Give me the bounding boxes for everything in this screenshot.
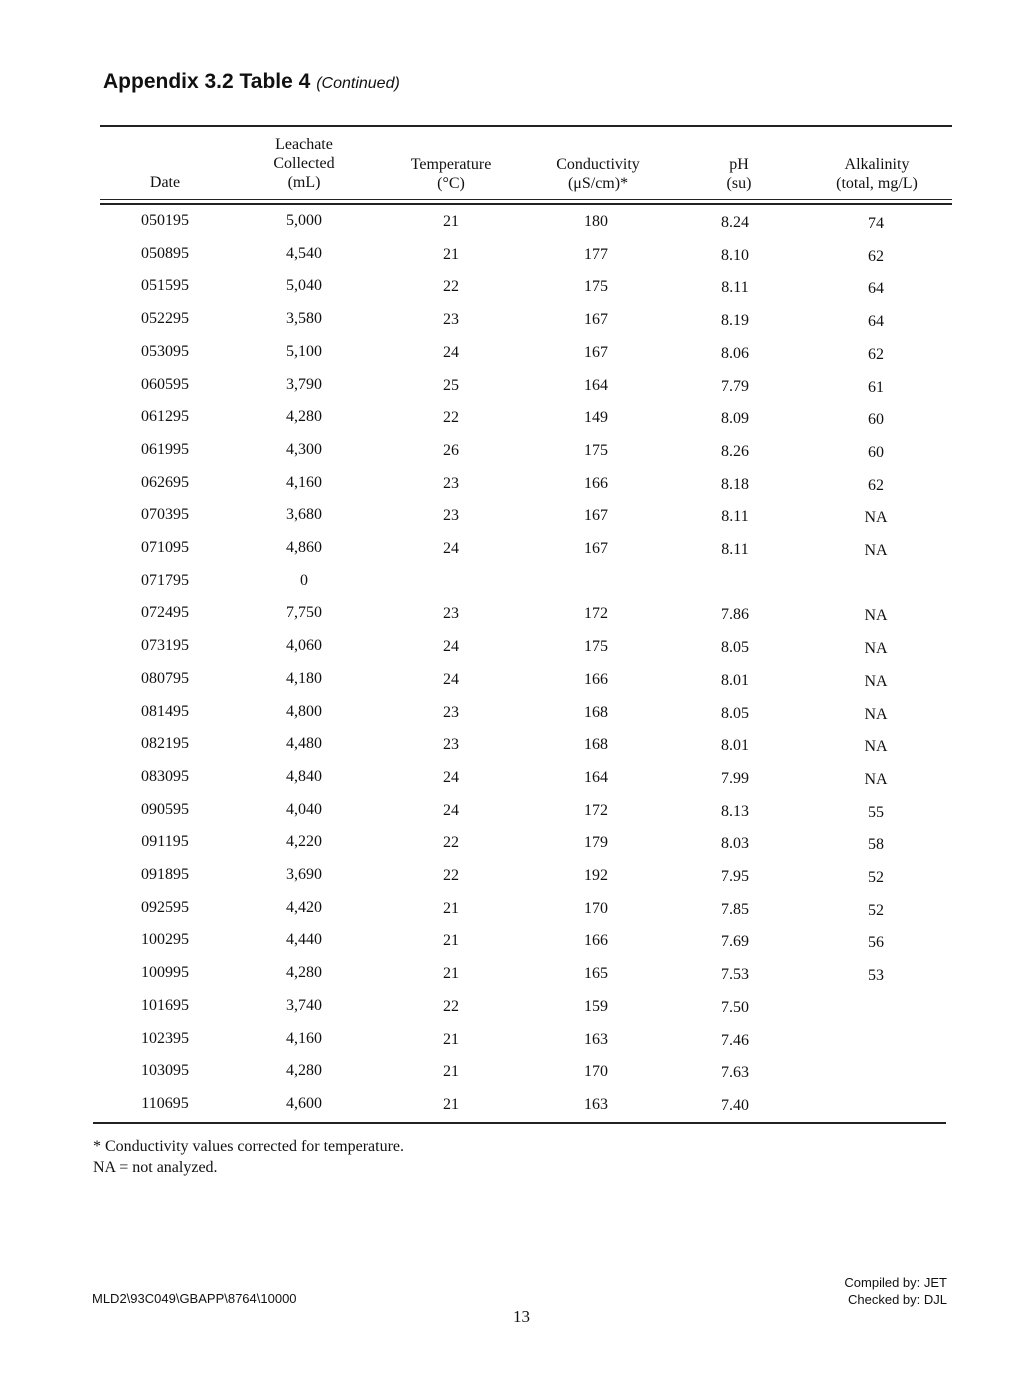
temperature-cell: 23 xyxy=(443,311,459,328)
temperature-cell: 24 xyxy=(443,344,459,361)
header-conductivity-line-1: Conductivity xyxy=(556,156,640,173)
header-temperature xyxy=(411,155,492,193)
leachate-cell: 4,420 xyxy=(286,899,322,916)
date-cell: 061995 xyxy=(141,441,189,458)
leachate-cell: 0 xyxy=(300,572,308,589)
ph-cell: 8.24 xyxy=(721,214,749,231)
temperature-cell: 21 xyxy=(443,1096,459,1113)
title-main: Appendix 3.2 Table 4 xyxy=(103,70,311,93)
date-cell: 101695 xyxy=(141,997,189,1014)
alkalinity-cell: 61 xyxy=(868,379,884,396)
temperature-cell: 23 xyxy=(443,736,459,753)
header-leachate-line-3: (mL) xyxy=(287,174,321,191)
temperature-cell: 22 xyxy=(443,998,459,1015)
temperature-cell: 23 xyxy=(443,704,459,721)
ph-cell: 8.18 xyxy=(721,476,749,493)
temperature-cell: 21 xyxy=(443,932,459,949)
ph-cell: 8.10 xyxy=(721,247,749,264)
date-cell: 052295 xyxy=(141,310,189,327)
conductivity-cell: 170 xyxy=(584,900,608,917)
alkalinity-cell: 62 xyxy=(868,346,884,363)
temperature-cell: 21 xyxy=(443,213,459,230)
header-rule-upper xyxy=(100,199,952,200)
leachate-cell: 4,600 xyxy=(286,1095,322,1112)
header-date: Date xyxy=(149,174,181,191)
header-leachate-line-1: Leachate xyxy=(275,136,333,153)
compiled-by: Compiled by: JET xyxy=(844,1275,947,1290)
document-path: MLD2\93C049\GBAPP\8764\10000 xyxy=(92,1291,297,1306)
header-conductivity-line-2: (μS/cm)* xyxy=(567,175,629,192)
ph-cell: 8.06 xyxy=(721,345,749,362)
ph-cell: 7.46 xyxy=(721,1032,749,1049)
temperature-cell: 23 xyxy=(443,475,459,492)
ph-cell: 7.69 xyxy=(721,933,749,950)
signoff xyxy=(844,1274,947,1308)
alkalinity-cell: NA xyxy=(864,738,888,755)
ph-cell: 7.99 xyxy=(721,770,749,787)
leachate-cell: 4,800 xyxy=(286,703,322,720)
alkalinity-cell: 74 xyxy=(868,215,884,232)
date-cell: 061295 xyxy=(141,408,189,425)
alkalinity-cell: 60 xyxy=(868,411,884,428)
ph-cell: 7.79 xyxy=(721,378,749,395)
header-leachate-line-2: Collected xyxy=(273,155,335,172)
conductivity-cell: 175 xyxy=(584,638,608,655)
leachate-cell: 4,540 xyxy=(286,245,322,262)
temperature-cell: 24 xyxy=(443,802,459,819)
leachate-cell: 5,000 xyxy=(286,212,322,229)
leachate-cell: 4,220 xyxy=(286,833,322,850)
temperature-cell: 23 xyxy=(443,605,459,622)
ph-cell: 8.13 xyxy=(721,803,749,820)
alkalinity-cell: 52 xyxy=(868,869,884,886)
top-rule xyxy=(100,125,952,127)
temperature-cell: 24 xyxy=(443,638,459,655)
leachate-cell: 4,860 xyxy=(286,539,322,556)
ph-cell: 8.05 xyxy=(721,705,749,722)
date-cell: 050895 xyxy=(141,245,189,262)
date-cell: 071795 xyxy=(141,572,189,589)
leachate-cell: 4,280 xyxy=(286,964,322,981)
ph-cell: 7.95 xyxy=(721,868,749,885)
leachate-cell: 4,840 xyxy=(286,768,322,785)
ph-cell: 7.63 xyxy=(721,1064,749,1081)
alkalinity-cell: NA xyxy=(864,509,888,526)
conductivity-cell: 177 xyxy=(584,246,608,263)
ph-cell: 7.86 xyxy=(721,606,749,623)
alkalinity-cell: 64 xyxy=(868,280,884,297)
ph-cell: 8.11 xyxy=(721,279,749,296)
alkalinity-cell: 60 xyxy=(868,444,884,461)
temperature-cell: 26 xyxy=(443,442,459,459)
conductivity-cell: 166 xyxy=(584,671,608,688)
header-ph-line-1: pH xyxy=(729,156,749,173)
ph-cell: 8.19 xyxy=(721,312,749,329)
temperature-cell: 21 xyxy=(443,1063,459,1080)
ph-cell: 7.53 xyxy=(721,966,749,983)
leachate-cell: 4,160 xyxy=(286,474,322,491)
date-cell: 053095 xyxy=(141,343,189,360)
conductivity-cell: 179 xyxy=(584,834,608,851)
date-cell: 082195 xyxy=(141,735,189,752)
conductivity-cell: 163 xyxy=(584,1096,608,1113)
leachate-cell: 4,060 xyxy=(286,637,322,654)
date-cell: 103095 xyxy=(141,1062,189,1079)
conductivity-cell: 166 xyxy=(584,475,608,492)
temperature-cell: 21 xyxy=(443,246,459,263)
footnote-conductivity: * Conductivity values corrected for temperature. xyxy=(93,1138,404,1155)
ph-cell: 7.50 xyxy=(721,999,749,1016)
date-cell: 060595 xyxy=(141,376,189,393)
header-alkalinity-line-2: (total, mg/L) xyxy=(836,175,918,192)
page-number: 13 xyxy=(513,1307,530,1326)
leachate-cell: 3,690 xyxy=(286,866,322,883)
date-cell: 081495 xyxy=(141,703,189,720)
conductivity-cell: 166 xyxy=(584,932,608,949)
date-cell: 051595 xyxy=(141,277,189,294)
temperature-cell: 21 xyxy=(443,900,459,917)
date-cell: 062695 xyxy=(141,474,189,491)
alkalinity-cell: 64 xyxy=(868,313,884,330)
leachate-cell: 4,440 xyxy=(286,931,322,948)
leachate-cell: 4,480 xyxy=(286,735,322,752)
conductivity-cell: 164 xyxy=(584,377,608,394)
conductivity-cell: 192 xyxy=(584,867,608,884)
conductivity-cell: 175 xyxy=(584,278,608,295)
ph-cell: 7.85 xyxy=(721,901,749,918)
conductivity-cell: 168 xyxy=(584,704,608,721)
ph-cell: 8.11 xyxy=(721,508,749,525)
temperature-cell: 25 xyxy=(443,377,459,394)
leachate-cell: 3,790 xyxy=(286,376,322,393)
conductivity-cell: 165 xyxy=(584,965,608,982)
ph-cell: 8.09 xyxy=(721,410,749,427)
temperature-cell: 24 xyxy=(443,540,459,557)
alkalinity-cell: NA xyxy=(864,542,888,559)
ph-cell: 8.03 xyxy=(721,835,749,852)
ph-cell: 8.05 xyxy=(721,639,749,656)
date-cell: 090595 xyxy=(141,801,189,818)
date-cell: 050195 xyxy=(141,212,189,229)
header-ph xyxy=(727,155,752,193)
leachate-cell: 4,180 xyxy=(286,670,322,687)
alkalinity-cell: NA xyxy=(864,607,888,624)
ph-cell: 8.11 xyxy=(721,541,749,558)
header-alkalinity xyxy=(836,155,918,193)
conductivity-cell: 168 xyxy=(584,736,608,753)
conductivity-cell: 172 xyxy=(584,605,608,622)
temperature-cell: 23 xyxy=(443,507,459,524)
leachate-cell: 4,280 xyxy=(286,1062,322,1079)
date-cell: 091895 xyxy=(141,866,189,883)
footnote-na: NA = not analyzed. xyxy=(93,1159,218,1176)
checked-by: Checked by: DJL xyxy=(848,1292,947,1307)
alkalinity-cell: 62 xyxy=(868,248,884,265)
date-cell: 102395 xyxy=(141,1030,189,1047)
conductivity-cell: 167 xyxy=(584,507,608,524)
ph-cell: 7.40 xyxy=(721,1097,749,1114)
date-cell: 100995 xyxy=(141,964,189,981)
alkalinity-cell: 58 xyxy=(868,836,884,853)
header-ph-line-2: (su) xyxy=(726,175,752,192)
conductivity-cell: 167 xyxy=(584,311,608,328)
conductivity-cell: 163 xyxy=(584,1031,608,1048)
leachate-cell: 4,300 xyxy=(286,441,322,458)
temperature-cell: 22 xyxy=(443,409,459,426)
date-cell: 072495 xyxy=(141,604,189,621)
temperature-cell: 22 xyxy=(443,834,459,851)
conductivity-cell: 149 xyxy=(584,409,608,426)
temperature-cell: 22 xyxy=(443,278,459,295)
date-cell: 100295 xyxy=(141,931,189,948)
leachate-cell: 7,750 xyxy=(286,604,322,621)
alkalinity-cell: 52 xyxy=(868,902,884,919)
alkalinity-cell: 62 xyxy=(868,477,884,494)
ph-cell: 8.26 xyxy=(721,443,749,460)
header-leachate xyxy=(273,135,334,192)
date-cell: 092595 xyxy=(141,899,189,916)
conductivity-cell: 170 xyxy=(584,1063,608,1080)
conductivity-cell: 172 xyxy=(584,802,608,819)
date-cell: 091195 xyxy=(141,833,189,850)
temperature-cell: 21 xyxy=(443,965,459,982)
ph-cell: 8.01 xyxy=(721,737,749,754)
leachate-cell: 4,160 xyxy=(286,1030,322,1047)
temperature-cell: 24 xyxy=(443,671,459,688)
conductivity-cell: 175 xyxy=(584,442,608,459)
leachate-cell: 3,580 xyxy=(286,310,322,327)
date-cell: 073195 xyxy=(141,637,189,654)
conductivity-cell: 167 xyxy=(584,344,608,361)
date-cell: 110695 xyxy=(141,1095,189,1112)
header-temperature-line-1: Temperature xyxy=(410,156,492,173)
conductivity-cell: 167 xyxy=(584,540,608,557)
leachate-cell: 5,040 xyxy=(286,277,322,294)
leachate-cell: 4,040 xyxy=(286,801,322,818)
date-cell: 080795 xyxy=(141,670,189,687)
temperature-cell: 24 xyxy=(443,769,459,786)
conductivity-cell: 159 xyxy=(584,998,608,1015)
leachate-cell: 3,680 xyxy=(286,506,322,523)
leachate-cell: 4,280 xyxy=(286,408,322,425)
title-continued: (Continued) xyxy=(316,75,400,92)
table-title xyxy=(103,70,400,94)
date-cell: 070395 xyxy=(141,506,189,523)
ph-cell: 8.01 xyxy=(721,672,749,689)
alkalinity-cell: 53 xyxy=(868,967,884,984)
header-alkalinity-line-1: Alkalinity xyxy=(844,156,910,173)
bottom-rule xyxy=(93,1122,946,1124)
temperature-cell: 22 xyxy=(443,867,459,884)
leachate-cell: 3,740 xyxy=(286,997,322,1014)
date-cell: 071095 xyxy=(141,539,189,556)
conductivity-cell: 180 xyxy=(584,213,608,230)
header-conductivity xyxy=(556,155,640,193)
alkalinity-cell: NA xyxy=(864,771,888,788)
date-cell: 083095 xyxy=(141,768,189,785)
alkalinity-cell: NA xyxy=(864,673,888,690)
header-rule-lower xyxy=(100,203,952,205)
leachate-cell: 5,100 xyxy=(286,343,322,360)
conductivity-cell: 164 xyxy=(584,769,608,786)
header-temperature-line-2: (°C) xyxy=(437,175,465,192)
alkalinity-cell: 56 xyxy=(868,934,884,951)
alkalinity-cell: NA xyxy=(864,640,888,657)
temperature-cell: 21 xyxy=(443,1031,459,1048)
alkalinity-cell: 55 xyxy=(868,804,884,821)
alkalinity-cell: NA xyxy=(864,706,888,723)
